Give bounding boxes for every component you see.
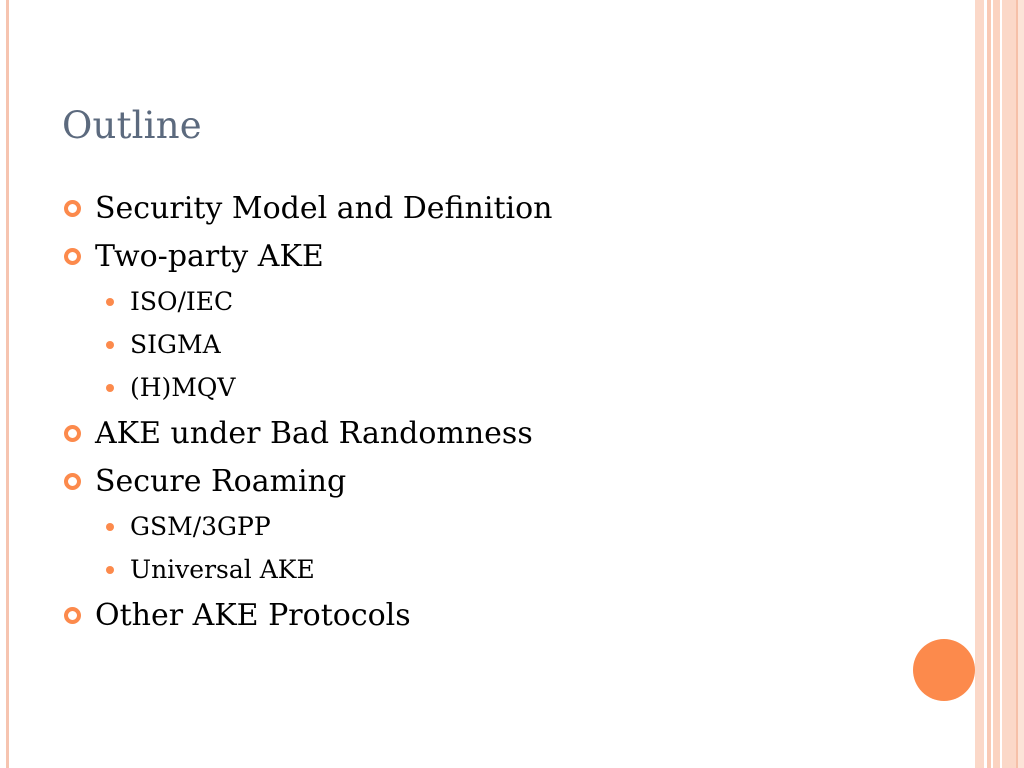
right-stripe-decoration xyxy=(1018,0,1024,768)
dot-bullet-icon xyxy=(106,523,114,531)
right-stripe-decoration xyxy=(1002,0,1016,768)
outline-subitem-text: (H)MQV xyxy=(130,373,236,402)
left-border-decoration xyxy=(6,0,9,768)
outline-item-text: Other AKE Protocols xyxy=(95,597,411,633)
outline-item-text: AKE under Bad Randomness xyxy=(95,415,533,451)
outline-subitem xyxy=(62,505,553,548)
ring-bullet-icon xyxy=(64,473,81,490)
outline-subitem xyxy=(62,323,553,366)
outline-item xyxy=(62,184,553,232)
right-stripe-decoration xyxy=(993,0,1000,768)
ring-bullet-icon xyxy=(64,200,81,217)
outline-item xyxy=(62,409,553,457)
orange-circle-decoration xyxy=(913,639,975,701)
outline-item xyxy=(62,457,553,505)
ring-bullet-icon xyxy=(64,248,81,265)
dot-bullet-icon xyxy=(106,566,114,574)
outline-subitem-text: Universal AKE xyxy=(130,555,315,584)
outline-subitem-text: ISO/IEC xyxy=(130,287,234,316)
outline-item-text: Security Model and Definition xyxy=(95,190,553,226)
ring-bullet-icon xyxy=(64,425,81,442)
slide-title: Outline xyxy=(62,104,202,147)
outline-item xyxy=(62,591,553,639)
ring-bullet-icon xyxy=(64,607,81,624)
outline-subitem xyxy=(62,280,553,323)
dot-bullet-icon xyxy=(106,298,114,306)
outline-item xyxy=(62,232,553,280)
dot-bullet-icon xyxy=(106,384,114,392)
dot-bullet-icon xyxy=(106,341,114,349)
outline-subitem-text: GSM/3GPP xyxy=(130,512,271,541)
outline-item-text: Secure Roaming xyxy=(95,463,347,499)
right-stripe-decoration xyxy=(975,0,984,768)
outline-list xyxy=(62,184,553,639)
outline-subitem-text: SIGMA xyxy=(130,330,221,359)
outline-subitem xyxy=(62,366,553,409)
outline-item-text: Two-party AKE xyxy=(95,238,324,274)
outline-subitem xyxy=(62,548,553,591)
